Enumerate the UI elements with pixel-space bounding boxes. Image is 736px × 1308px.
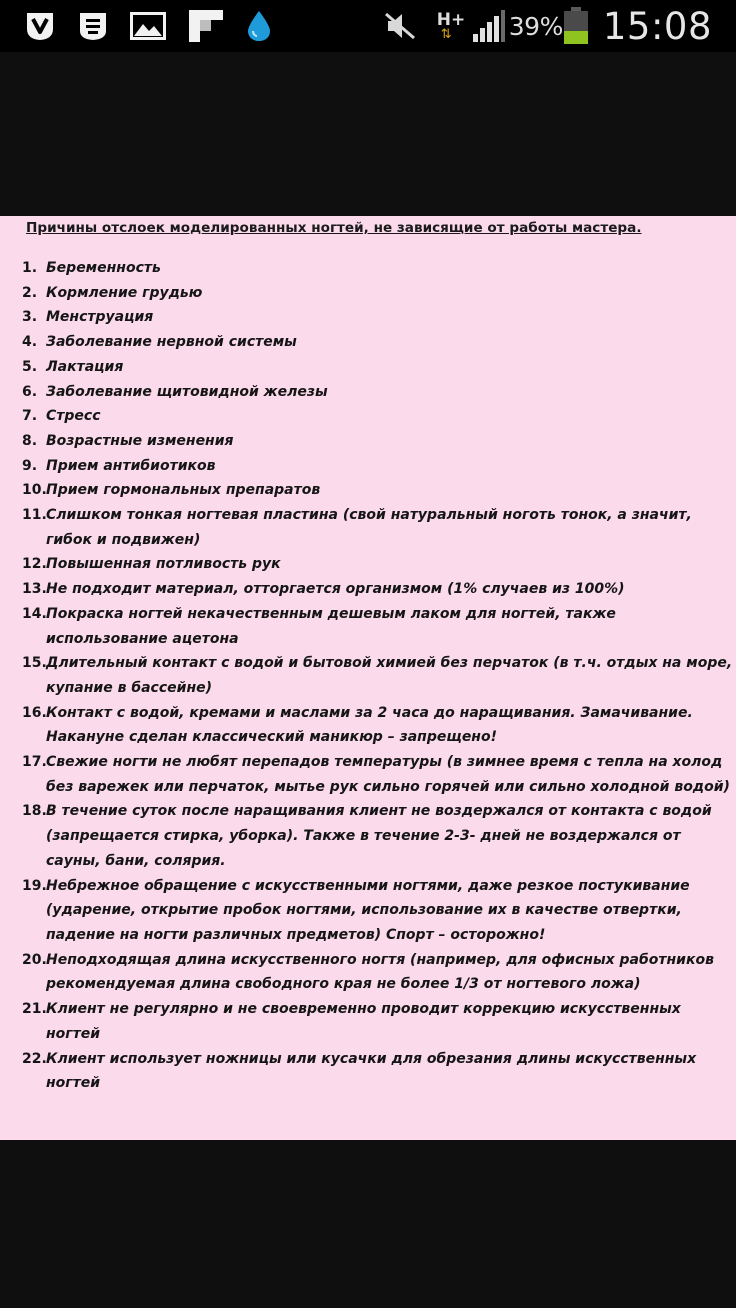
list-item	[22, 355, 736, 380]
flipboard-icon	[188, 9, 224, 43]
list-item-text: Не подходит материал, отторгается организмом (1% случаев из 100%)	[46, 581, 625, 598]
list-item-number: 5.	[22, 358, 38, 375]
vk-icon	[24, 11, 56, 41]
list-item	[22, 874, 736, 948]
document-image	[0, 216, 736, 1140]
mute-icon	[383, 11, 417, 41]
list-item	[22, 577, 736, 602]
list-item	[22, 404, 736, 429]
list-item	[22, 281, 736, 306]
list-item-text: Кормление грудью	[46, 284, 203, 301]
list-item-number: 9.	[22, 457, 38, 474]
battery-icon	[563, 7, 589, 45]
list-item-number: 4.	[22, 334, 38, 351]
notification-icons	[24, 8, 272, 44]
list-item-text: Лактация	[46, 358, 124, 375]
list-item-number: 16.	[22, 704, 47, 721]
list-item-number: 2.	[22, 284, 38, 301]
list-item-number: 19.	[22, 877, 47, 894]
list-item	[22, 1047, 736, 1096]
list-item-text: Менструация	[46, 309, 154, 326]
document-title: Причины отслоек моделированных ногтей, не зависящие от работы мастера.	[26, 220, 642, 236]
list-item	[22, 602, 736, 651]
list-item-text: Возрастные изменения	[46, 432, 234, 449]
list-item-number: 8.	[22, 432, 38, 449]
list-item-text: Заболевание нервной системы	[46, 334, 297, 351]
list-item-text: Слишком тонкая ногтевая пластина (свой натуральный ноготь тонок, а значит, гибок и подвижен)	[46, 507, 692, 548]
list-item-number: 3.	[22, 309, 38, 326]
list-item-text: Беременность	[46, 260, 161, 276]
list-item-text: Длительный контакт с водой и бытовой химией без перчаток (в т.ч. отдых на море, купание в бассейне)	[46, 655, 733, 696]
reasons-list	[22, 256, 736, 1096]
signal-icon	[473, 10, 505, 42]
list-item-number: 17.	[22, 754, 47, 771]
list-item-number: 14.	[22, 605, 47, 622]
list-item-text: Контакт с водой, кремами и маслами за 2 часа до наращивания. Замачивание. Накануне сделан классический маникюр – запрещено!	[46, 704, 693, 746]
list-item-text: Повышенная потливость рук	[46, 556, 281, 573]
list-item	[22, 651, 736, 700]
list-item-number: 12.	[22, 556, 47, 573]
water-drop-icon	[246, 10, 272, 42]
list-item	[22, 503, 736, 552]
list-item	[22, 701, 736, 750]
list-item	[22, 750, 736, 799]
list-item-number: 15.	[22, 655, 47, 672]
list-item	[22, 305, 736, 330]
list-item	[22, 429, 736, 454]
list-item	[22, 380, 736, 405]
list-item-text: Заболевание щитовидной железы	[46, 383, 328, 400]
list-item-number: 10.	[22, 482, 47, 499]
list-item-number: 20.	[22, 951, 47, 968]
status-bar	[0, 0, 736, 52]
list-item-number: 22.	[22, 1050, 47, 1067]
list-item-text: Прием антибиотиков	[46, 457, 216, 474]
list-item-text: Клиент использует ножницы или кусачки для обрезания длины искусственных ногтей	[46, 1050, 697, 1092]
battery-percent: 39%	[508, 11, 563, 41]
list-item-number: 18.	[22, 803, 47, 820]
data-arrows-icon: ⇅	[440, 27, 452, 42]
list-item	[22, 799, 736, 873]
list-item-text: Стресс	[46, 408, 101, 425]
list-item-text: Небрежное обращение с искусственными ногтями, даже резкое постукивание (ударение, открытие пробок ногтями, использование их в качестве отвертки, падение на ногти различных предметов) Спорт – осторожно!	[46, 877, 690, 943]
notes-icon	[78, 11, 108, 41]
list-item-number: 1.	[22, 260, 38, 276]
list-item	[22, 948, 736, 997]
list-item	[22, 330, 736, 355]
list-item-number: 7.	[22, 408, 38, 425]
list-item	[22, 454, 736, 479]
gallery-icon	[130, 11, 166, 41]
list-item-number: 6.	[22, 383, 38, 400]
list-item-text: Покраска ногтей некачественным дешевым лаком для ногтей, также использование ацетона	[46, 605, 616, 647]
network-indicator	[435, 8, 465, 44]
list-item-text: Клиент не регулярно и не своевременно проводит коррекцию искусственных ногтей	[46, 1001, 681, 1042]
list-item-number: 11.	[22, 507, 47, 524]
list-item	[22, 256, 736, 281]
list-item-text: Прием гормональных препаратов	[46, 482, 321, 499]
list-item-text: Неподходящая длина искусственного ногтя (например, для офисных работников рекомендуемая длина свободного края не более 1/3 от ногтевого ложа)	[46, 951, 714, 993]
list-item	[22, 997, 736, 1046]
list-item-number: 13.	[22, 581, 47, 598]
list-item	[22, 552, 736, 577]
list-item-text: В течение суток после наращивания клиент не воздержался от контакта с водой (запрещается стирка, уборка). Также в течение 2-3- дней не воздержался от сауны, бани, солярия.	[46, 803, 712, 869]
network-type: H+	[436, 10, 466, 30]
list-item-number: 21.	[22, 1001, 47, 1018]
list-item	[22, 478, 736, 503]
list-item-text: Свежие ногти не любят перепадов температуры (в зимнее время с тепла на холод без варежек или перчаток, мытье рук сильно горячей или сильно холодной водой)	[46, 754, 730, 795]
clock: 15:08	[602, 4, 712, 48]
